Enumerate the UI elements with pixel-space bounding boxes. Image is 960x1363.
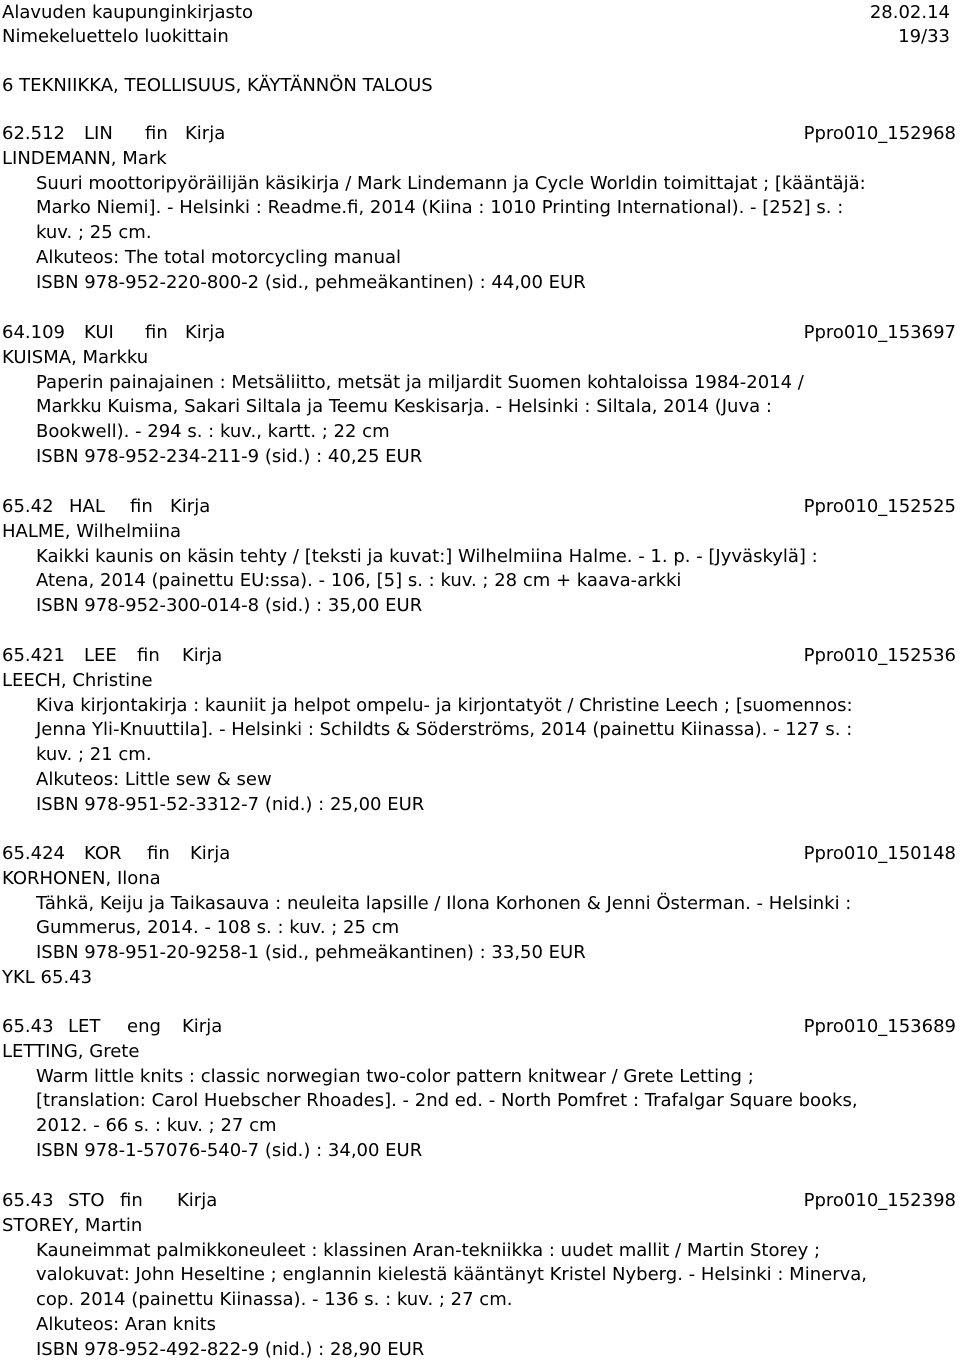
entry-record-id: Ppro010_152536 — [803, 645, 956, 666]
entry-description-line: Alkuteos: The total motorcycling manual — [36, 246, 402, 268]
entry-description-line: Tähkä, Keiju ja Taikasauva : neuleita lapsille / Ilona Korhonen & Jenni Österman. - Helsinki : — [36, 892, 852, 914]
entry-material-type: Kirja — [185, 322, 226, 343]
entry-author: LEECH, Christine — [2, 669, 153, 691]
entry-record-id: Ppro010_153689 — [803, 1016, 956, 1037]
entry-class-line — [0, 495, 960, 520]
entry-class-number: 65.421 — [2, 645, 65, 666]
entry-class-number: 65.424 — [2, 843, 65, 864]
entry-class-number: 65.43 — [2, 1016, 54, 1037]
entry-description-line: Atena, 2014 (painettu EU:ssa). - 106, [5] s. : kuv. ; 28 cm + kaava-arkki — [36, 570, 682, 592]
entry-author: LETTING, Grete — [2, 1040, 140, 1062]
entry-class-line — [0, 1015, 960, 1040]
page-number: 19/33 — [898, 26, 950, 47]
entry-class-number: 64.109 — [2, 322, 65, 343]
entry-language: eng — [127, 1016, 161, 1037]
entry-description-line: Warm little knits : classic norwegian two-color pattern knitwear / Grete Letting ; — [36, 1065, 754, 1087]
entry-class-number: 62.512 — [2, 123, 65, 144]
entry-shelf-code: KOR — [84, 843, 122, 864]
entry-description-line: ISBN 978-952-300-014-8 (sid.) : 35,00 EUR — [36, 595, 423, 617]
entry-language: fin — [130, 496, 153, 517]
entry-note: YKL 65.43 — [2, 966, 93, 988]
entry-language: fin — [120, 1190, 143, 1211]
entry-record-id: Ppro010_152525 — [803, 496, 956, 517]
entry-shelf-code: LIN — [84, 123, 113, 144]
entry-material-type: Kirja — [185, 123, 226, 144]
entry-record-id: Ppro010_152398 — [803, 1190, 956, 1211]
entry-description-line: 2012. - 66 s. : kuv. ; 27 cm — [36, 1115, 277, 1137]
entry-class-line — [0, 1189, 960, 1214]
entry-description-line: ISBN 978-952-492-822-9 (nid.) : 28,90 EUR — [36, 1338, 425, 1360]
entry-author: STOREY, Martin — [2, 1214, 143, 1236]
catalog-entry — [0, 122, 960, 296]
entry-record-id: Ppro010_153697 — [803, 322, 956, 343]
entry-description-line: Paperin painajainen : Metsäliitto, metsät ja miljardit Suomen kohtaloissa 1984-2014 / — [36, 371, 804, 393]
entry-author: HALME, Wilhelmiina — [2, 520, 182, 542]
entry-material-type: Kirja — [182, 1016, 223, 1037]
header-second-row — [2, 24, 950, 50]
entry-shelf-code: LET — [68, 1016, 101, 1037]
entry-description-line: ISBN 978-951-52-3312-7 (nid.) : 25,00 EUR — [36, 793, 425, 815]
catalog-entry — [0, 1015, 960, 1164]
catalog-entry — [0, 321, 960, 470]
list-title: Nimekeluettelo luokittain — [2, 26, 229, 47]
entry-language: fin — [147, 843, 170, 864]
catalog-entry — [0, 495, 960, 619]
entry-class-number: 65.43 — [2, 1190, 54, 1211]
entry-description-line: Marko Niemi]. - Helsinki : Readme.fi, 2014 (Kiina : 1010 Printing International). - [252] s. : — [36, 197, 844, 219]
entry-description-line: Alkuteos: Aran knits — [36, 1313, 217, 1335]
entry-description-line: Kiva kirjontakirja : kauniit ja helpot ompelu- ja kirjontatyöt / Christine Leech ; [suomennos: — [36, 694, 853, 716]
entry-class-line — [0, 644, 960, 669]
entry-description-line: kuv. ; 25 cm. — [36, 222, 152, 244]
entry-description-line: cop. 2014 (painettu Kiinassa). - 136 s. : kuv. ; 27 cm. — [36, 1289, 513, 1311]
entry-description-line: Bookwell). - 294 s. : kuv., kartt. ; 22 cm — [36, 421, 390, 443]
entry-description-line: ISBN 978-1-57076-540-7 (sid.) : 34,00 EUR — [36, 1139, 423, 1161]
header-top-row — [2, 0, 950, 26]
entry-description-line: Kaikki kaunis on käsin tehty / [teksti ja kuvat:] Wilhelmiina Halme. - 1. p. - [Jyväskylä] : — [36, 545, 818, 567]
entry-shelf-code: STO — [68, 1190, 105, 1211]
entry-shelf-code: LEE — [84, 645, 117, 666]
entry-description-line: Markku Kuisma, Sakari Siltala ja Teemu Keskisarja. - Helsinki : Siltala, 2014 (Juva : — [36, 396, 772, 418]
catalog-entry — [0, 1189, 960, 1363]
entry-class-number: 65.42 — [2, 496, 54, 517]
entry-class-line — [0, 842, 960, 867]
entry-class-line — [0, 321, 960, 346]
entry-material-type: Kirja — [170, 496, 211, 517]
entry-description-line: Kauneimmat palmikkoneuleet : klassinen Aran-tekniikka : uudet mallit / Martin Storey ; — [36, 1239, 821, 1261]
entry-material-type: Kirja — [182, 645, 223, 666]
catalog-entry — [0, 644, 960, 818]
entry-description-line: ISBN 978-951-20-9258-1 (sid., pehmeäkantinen) : 33,50 EUR — [36, 942, 586, 964]
entry-material-type: Kirja — [190, 843, 231, 864]
entry-shelf-code: HAL — [69, 496, 105, 517]
entry-description-line: kuv. ; 21 cm. — [36, 744, 152, 766]
entry-record-id: Ppro010_150148 — [803, 843, 956, 864]
entry-description-line: Alkuteos: Little sew & sew — [36, 768, 272, 790]
catalog-entry — [0, 842, 960, 991]
print-date: 28.02.14 — [869, 2, 950, 23]
entry-language: fin — [145, 123, 168, 144]
entry-class-line — [0, 122, 960, 147]
entry-description-line: [translation: Carol Huebscher Rhoades]. - 2nd ed. - North Pomfret : Trafalgar Square books, — [36, 1090, 858, 1112]
entry-description-line: Suuri moottoripyöräilijän käsikirja / Mark Lindemann ja Cycle Worldin toimittajat ; [kääntäjä: — [36, 172, 866, 194]
entry-description-line: valokuvat: John Heseltine ; englannin kielestä kääntänyt Kristel Nyberg. - Helsinki : Minerva, — [36, 1264, 867, 1286]
entry-author: KORHONEN, Ilona — [2, 867, 161, 889]
entry-author: LINDEMANN, Mark — [2, 147, 167, 169]
entry-language: fin — [137, 645, 160, 666]
section-title: 6 TEKNIIKKA, TEOLLISUUS, KÄYTÄNNÖN TALOUS — [2, 75, 433, 96]
entry-description-line: Gummerus, 2014. - 108 s. : kuv. ; 25 cm — [36, 917, 400, 939]
entry-shelf-code: KUI — [84, 322, 114, 343]
entry-description-line: ISBN 978-952-234-211-9 (sid.) : 40,25 EUR — [36, 445, 423, 467]
entry-author: KUISMA, Markku — [2, 346, 149, 368]
entry-material-type: Kirja — [177, 1190, 218, 1211]
library-name: Alavuden kaupunginkirjasto — [2, 2, 253, 23]
entry-record-id: Ppro010_152968 — [803, 123, 956, 144]
entry-description-line: Jenna Yli-Knuuttila]. - Helsinki : Schildts & Söderströms, 2014 (painettu Kiinassa). - 127 s. : — [36, 719, 853, 741]
entry-language: fin — [145, 322, 168, 343]
entry-description-line: ISBN 978-952-220-800-2 (sid., pehmeäkantinen) : 44,00 EUR — [36, 271, 586, 293]
